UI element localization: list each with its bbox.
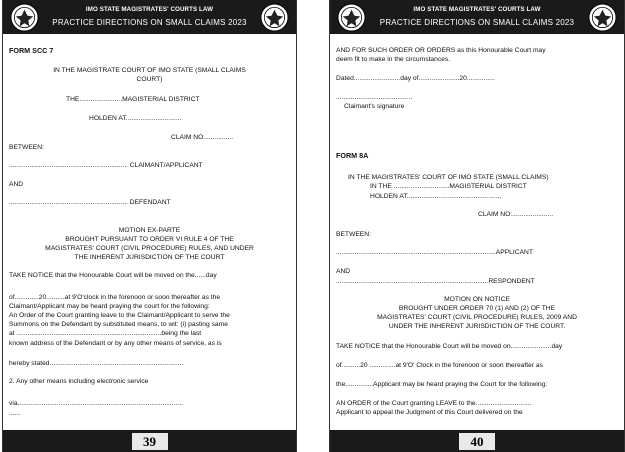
motion-basis: BROUGHT PURSUANT TO ORDER VI RULE 4 OF THE (65, 236, 234, 243)
page-40 (329, 0, 625, 452)
claim-number: CLAIM NO:...................... (478, 211, 554, 218)
signature-label: Claimant's signature (344, 103, 405, 110)
notice-text: TAKE NOTICE that the Honourable Court will be moved on......................day (336, 343, 563, 350)
between-label: BETWEEN: (9, 144, 44, 151)
district-line: THE.......................MAGISTERIAL DISTRICT (66, 96, 200, 103)
applicant-line: ......................................................................................APPLICANT (336, 249, 533, 256)
and-label: AND (336, 268, 351, 275)
body-text: 2. Any other means including electronic service (9, 378, 149, 385)
body-text: of.............20..........at 9'O'clock in the forenoon or soon thereafter as the (9, 294, 221, 301)
header-title: IMO STATE MAGISTRATES' COURTS LAW (85, 6, 214, 13)
header-subtitle: PRACTICE DIRECTIONS ON SMALL CLAIMS 2023 (52, 18, 247, 27)
court-seal-icon (588, 3, 617, 32)
header-subtitle: PRACTICE DIRECTIONS ON SMALL CLAIMS 2023 (379, 18, 575, 27)
page-footer (330, 430, 624, 452)
notice-text: TAKE NOTICE that the Honourable Court will be moved on the......day (9, 272, 217, 279)
motion-basis: UNDER THE INHERENT JURISDICTION OF THE COURT. (388, 323, 566, 330)
motion-basis: THE INHERENT JURISDICTION OF THE COURT (74, 254, 225, 261)
body-text: known address of the Defendant or by any other means of service, as is (9, 340, 222, 347)
body-text: at ..............................................................................being the last (9, 330, 202, 337)
body-text: ...... (9, 410, 21, 417)
defendant-line: ................................................................ DEFENDANT (9, 199, 171, 206)
motion-basis: MAGISTRATES' COURT (CIVIL PROCEDURE) RULES, AND UNDER (45, 245, 254, 252)
header-title: IMO STATE MAGISTRATES' COURTS LAW (413, 6, 541, 13)
page-footer (3, 430, 296, 452)
page-39 (2, 0, 297, 452)
body-text: AN ORDER of the Court granting LEAVE to the.............................. (336, 400, 532, 407)
claim-number: CLAIM NO................ (171, 134, 234, 141)
and-label: AND (9, 181, 24, 188)
court-heading: COURT) (136, 76, 163, 83)
form-label: FORM SCC 7 (9, 46, 54, 55)
signature-line: ......................................... (336, 94, 413, 101)
page-header (3, 0, 296, 34)
body-text: hereby stated........................................................................ (9, 360, 184, 367)
motion-title: MOTION EX-PARTE (118, 227, 181, 234)
dated-line: Dated.........................day of......................20............... (336, 75, 495, 82)
court-heading: IN THE MAGISTRATE COURT OF IMO STATE (SMALL CLAIMS (53, 67, 246, 74)
court-heading: IN THE MAGISTRATES' COURT OF IMO STATE (SMALL CLAIMS) (348, 174, 549, 181)
between-label: BETWEEN: (336, 231, 371, 238)
page-number: 40 (459, 433, 495, 450)
motion-title: MOTION ON NOTICE (444, 296, 510, 303)
motion-basis: BROUGHT UNDER ORDER 70 (1) AND (2) OF THE (398, 305, 556, 312)
body-text: Summons on the Defendant by substituted means, to wit: (i) pasting same (9, 321, 228, 328)
body-text: An Order of the Court granting leave to the Claimant/Applicant to serve the (9, 312, 230, 319)
court-heading: HOLDEN AT................................................... (370, 193, 502, 200)
body-text: of..........20 ..............at 9'O' Clock in the forenoon or soon thereafter as (336, 362, 543, 369)
court-seal-icon (260, 3, 289, 32)
page-number: 39 (132, 433, 168, 450)
respondent-line: ..................................................................................RESPONDENT (336, 278, 535, 285)
claimant-line: ................................................................ CLAIMANT/APPLICANT (9, 162, 203, 169)
court-heading: IN THE ..............................MAGISTERIAL DISTRICT (370, 183, 527, 190)
body-text: AND FOR SUCH ORDER OR ORDERS as this Honourable Court may (336, 47, 546, 54)
body-text: Applicant to appeal the Judgment of this Court delivered on the (336, 409, 523, 416)
motion-basis: MAGISTRATES' COURT (CIVIL PROCEDURE) RULES, 2009 AND (377, 314, 577, 321)
body-text: deem fit to make in the circumstances. (336, 56, 451, 63)
page-header (330, 0, 624, 34)
body-text: Claimant/Applicant may be heard praying the court for the following: (9, 303, 210, 310)
form-label: FORM 8A (336, 151, 369, 160)
body-text: the...............Applicant may be heard praying the Court for the following: (336, 381, 548, 388)
body-text: via......................................................................................... (9, 400, 183, 407)
holden-line: HOLDEN AT.............................. (89, 115, 182, 122)
